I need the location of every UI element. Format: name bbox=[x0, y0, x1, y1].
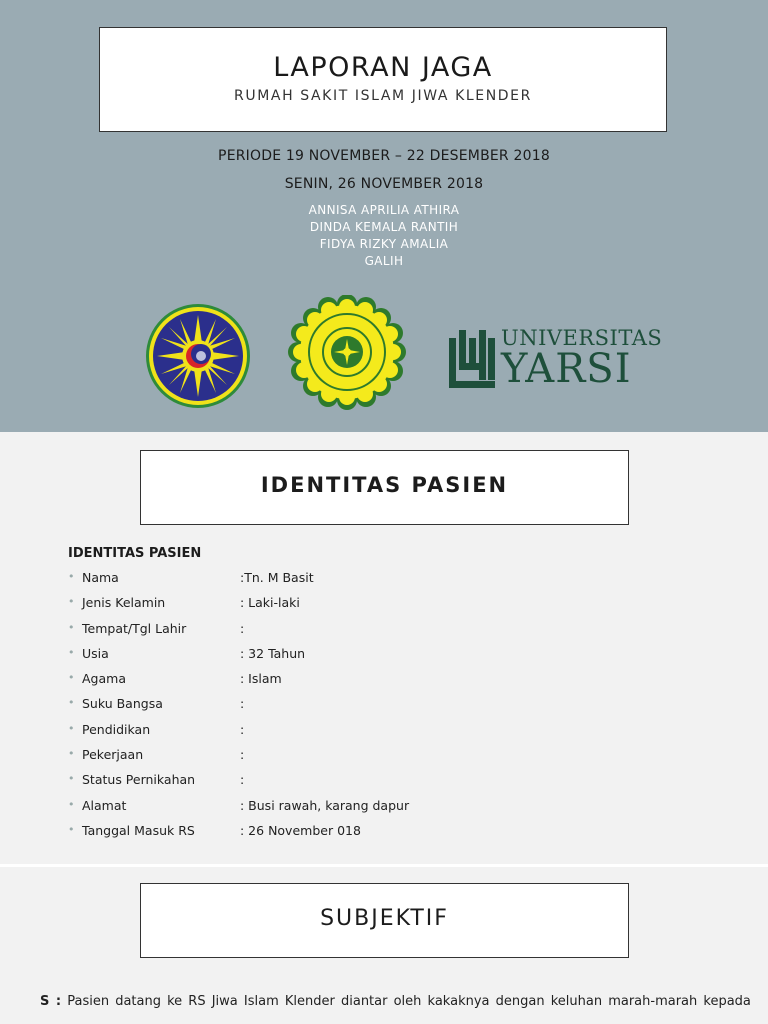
identity-row bbox=[68, 722, 728, 747]
identity-value: : bbox=[240, 721, 245, 737]
section-title-box bbox=[140, 450, 629, 525]
identity-slide bbox=[0, 432, 768, 864]
identity-row bbox=[68, 747, 728, 772]
bullet-icon: • bbox=[68, 797, 75, 811]
identity-row bbox=[68, 798, 728, 823]
identity-value: : bbox=[240, 772, 245, 788]
subjective-text bbox=[40, 994, 751, 1009]
identity-value: : bbox=[240, 696, 245, 712]
identity-label: Tanggal Masuk RS bbox=[82, 822, 195, 838]
identity-label: Nama bbox=[82, 570, 119, 585]
identity-value: : Laki-laki bbox=[240, 595, 300, 611]
author-name: ANNISA APRILIA ATHIRA bbox=[308, 203, 460, 217]
bullet-icon: • bbox=[68, 595, 75, 609]
subjective-body: Pasien datang ke RS Jiwa Islam Klender diantar oleh kakaknya dengan keluhan marah-marah kepada bbox=[67, 994, 751, 1009]
period-text: PERIODE 19 NOVEMBER – 22 DESEMBER 2018 bbox=[218, 148, 550, 164]
bullet-icon: • bbox=[68, 721, 75, 735]
identity-heading: IDENTITAS PASIEN bbox=[68, 546, 202, 561]
bullet-icon: • bbox=[68, 747, 75, 761]
section-title-box bbox=[140, 883, 629, 958]
section-title: SUBJEKTIF bbox=[320, 906, 449, 931]
identity-value: : bbox=[240, 620, 245, 636]
bullet-icon: • bbox=[68, 620, 75, 634]
identity-label: Agama bbox=[82, 671, 126, 687]
yarsi-logo bbox=[449, 322, 663, 392]
section-title: IDENTITAS PASIEN bbox=[260, 473, 509, 497]
bullet-icon: • bbox=[68, 696, 75, 710]
subjective-label: S : bbox=[40, 994, 62, 1009]
identity-label: Suku Bangsa bbox=[82, 696, 163, 712]
identity-value: : 32 Tahun bbox=[240, 645, 306, 661]
bullet-icon: • bbox=[68, 671, 75, 685]
hospital-name: RUMAH SAKIT ISLAM JIWA KLENDER bbox=[234, 88, 532, 104]
identity-row bbox=[68, 671, 728, 696]
author-names bbox=[0, 202, 768, 270]
identity-row bbox=[68, 621, 728, 646]
identity-value: : 26 November 018 bbox=[240, 822, 361, 838]
report-title: LAPORAN JAGA bbox=[273, 52, 493, 83]
hospital-logo bbox=[145, 303, 251, 409]
identity-label: Alamat bbox=[82, 797, 127, 813]
identity-row bbox=[68, 646, 728, 671]
identity-row bbox=[68, 823, 728, 848]
identity-row bbox=[68, 595, 728, 620]
author-name: FIDYA RIZKY AMALIA bbox=[319, 237, 449, 251]
identity-value: :Tn. M Basit bbox=[240, 570, 314, 585]
bullet-icon: • bbox=[68, 645, 75, 659]
title-box bbox=[99, 27, 667, 132]
yarsi-universitas-text: UNIVERSITAS bbox=[501, 326, 663, 350]
identity-value: : Busi rawah, karang dapur bbox=[240, 797, 410, 813]
title-slide bbox=[0, 0, 768, 432]
bullet-icon: • bbox=[68, 772, 75, 786]
identity-label: Tempat/Tgl Lahir bbox=[82, 620, 187, 636]
identity-label: Status Pernikahan bbox=[82, 772, 196, 788]
identity-row bbox=[68, 570, 728, 595]
identity-row bbox=[68, 772, 728, 797]
identity-label: Pekerjaan bbox=[82, 747, 144, 763]
yarsi-name-text: YARSI bbox=[501, 346, 632, 392]
bullet-icon: • bbox=[68, 822, 75, 836]
subjective-slide bbox=[0, 867, 768, 1024]
date-text: SENIN, 26 NOVEMBER 2018 bbox=[284, 176, 484, 192]
identity-label: Usia bbox=[82, 645, 109, 661]
author-name: GALIH bbox=[364, 254, 404, 268]
identity-row bbox=[68, 696, 728, 721]
bullet-icon: • bbox=[68, 570, 75, 583]
author-name: DINDA KEMALA RANTIH bbox=[309, 220, 459, 234]
yarsi-mark-icon bbox=[449, 330, 495, 388]
identity-value: : bbox=[240, 747, 245, 763]
identity-list bbox=[68, 570, 728, 848]
faculty-logo bbox=[286, 295, 408, 410]
identity-value: : Islam bbox=[240, 671, 282, 687]
identity-label: Pendidikan bbox=[82, 721, 151, 737]
identity-label: Jenis Kelamin bbox=[82, 595, 166, 611]
